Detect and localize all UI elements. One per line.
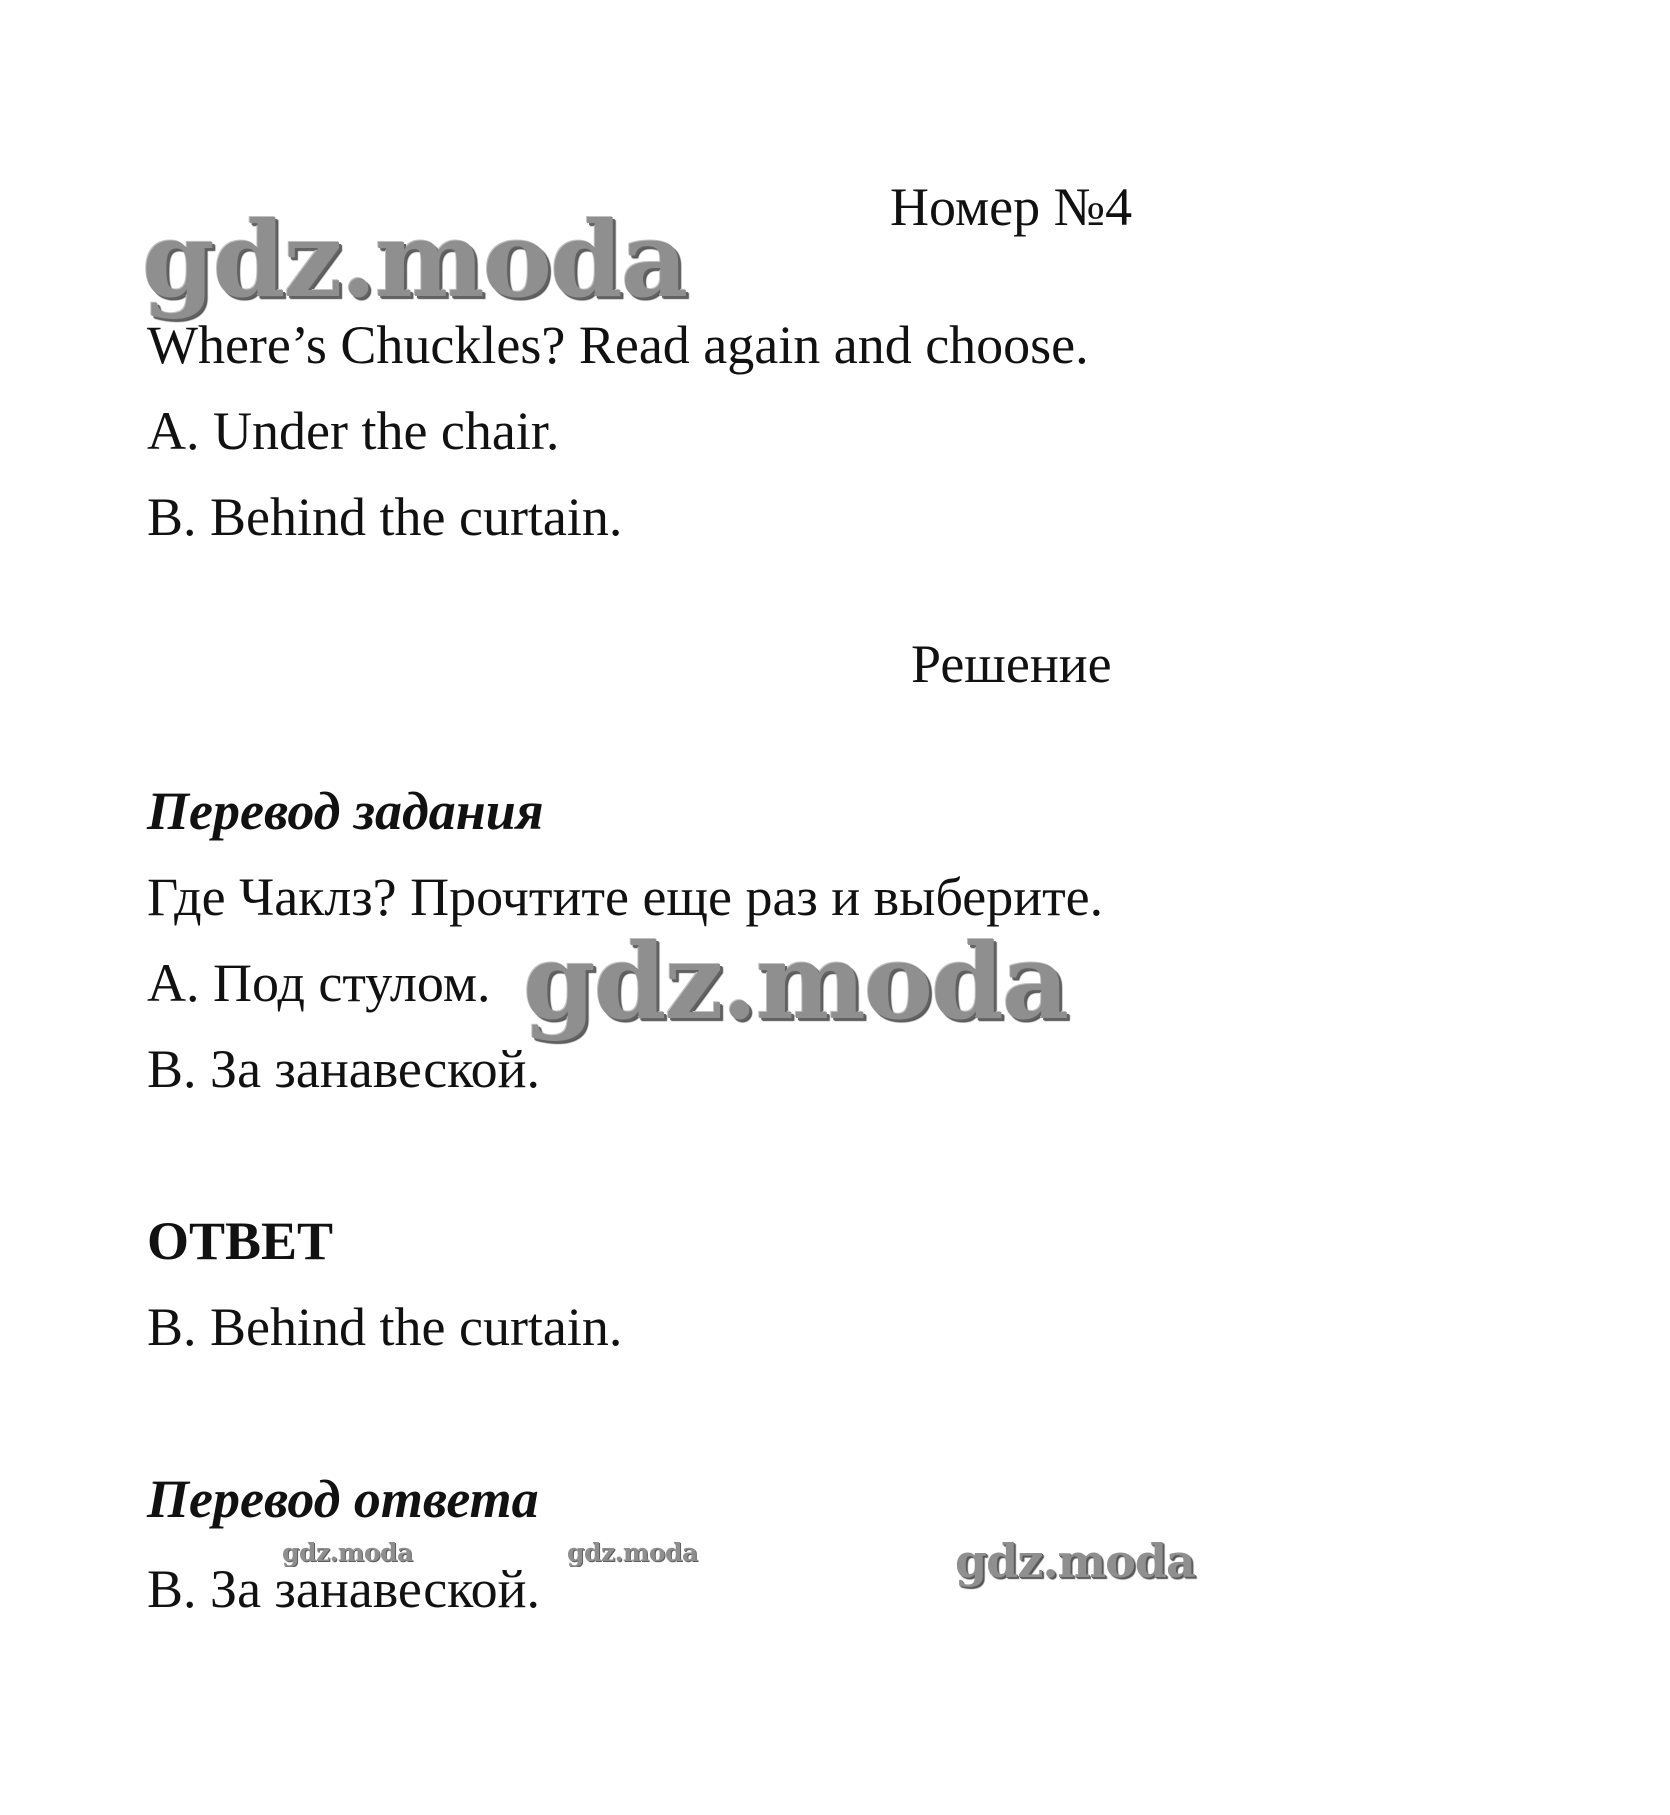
answer-text: B. Behind the curtain. xyxy=(147,1297,623,1357)
answer-heading: ОТВЕТ xyxy=(147,1211,334,1271)
task-translation-question: Где Чаклз? Прочтите еще раз и выберите. xyxy=(147,867,1104,927)
task-question: Where’s Chuckles? Read again and choose. xyxy=(147,315,1089,375)
watermark-logo-middle: gdz.moda xyxy=(523,920,1068,1043)
task-option-a: A. Under the chair. xyxy=(147,401,560,461)
watermark-logo-small-right: gdz.moda xyxy=(567,1538,698,1567)
task-translation-option-b: В. За занавеской. xyxy=(147,1039,541,1099)
answer-translation-heading: Перевод ответа xyxy=(147,1469,539,1529)
watermark-logo-bottom: gdz.moda xyxy=(955,1534,1195,1588)
task-option-b: B. Behind the curtain. xyxy=(147,487,623,547)
task-translation-heading: Перевод задания xyxy=(147,781,544,841)
page-number-title: Номер №4 xyxy=(890,177,1133,237)
watermark-logo-small-left: gdz.moda xyxy=(282,1538,413,1567)
answer-translation-text: В. За занавеской. xyxy=(147,1559,541,1619)
task-translation-option-a: А. Под стулом. xyxy=(147,953,491,1013)
solution-heading: Решение xyxy=(911,634,1112,694)
watermark-logo-top: gdz.moda xyxy=(142,198,687,321)
